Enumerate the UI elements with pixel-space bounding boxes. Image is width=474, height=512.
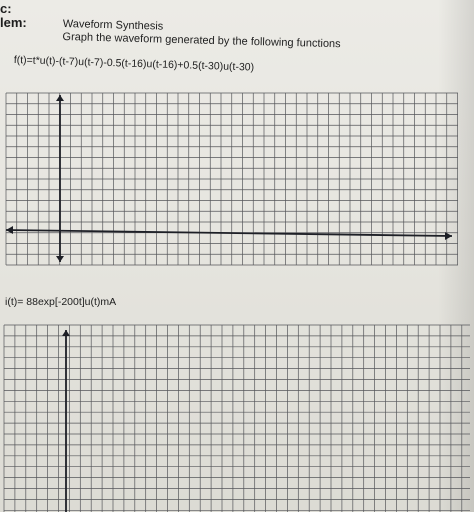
grid-lines bbox=[4, 325, 470, 512]
section-label-line-2: lem: bbox=[0, 15, 27, 30]
worksheet-instruction: Graph the waveform generated by the following functions bbox=[62, 30, 341, 51]
x-axis-arrow-right bbox=[445, 232, 452, 240]
y-axis-arrow-up bbox=[56, 95, 64, 101]
y-axis-arrow-down bbox=[56, 256, 64, 262]
problem-2-formula: i(t)= 88exp[-200t]u(t)mA bbox=[5, 296, 117, 308]
problem-1-formula: f(t)=t*u(t)-(t-7)u(t-7)-0.5(t-16)u(t-16)+0.5(t-30)u(t-30) bbox=[13, 54, 255, 74]
section-label bbox=[0, 2, 27, 30]
section-label-line-1: c: bbox=[0, 1, 12, 16]
worksheet-title: Waveform Synthesis bbox=[62, 18, 164, 33]
grid-lines bbox=[6, 93, 458, 265]
graph-grid-2 bbox=[0, 322, 474, 512]
graph-grid-1 bbox=[0, 90, 474, 270]
y-axis-arrow-up bbox=[62, 330, 70, 336]
